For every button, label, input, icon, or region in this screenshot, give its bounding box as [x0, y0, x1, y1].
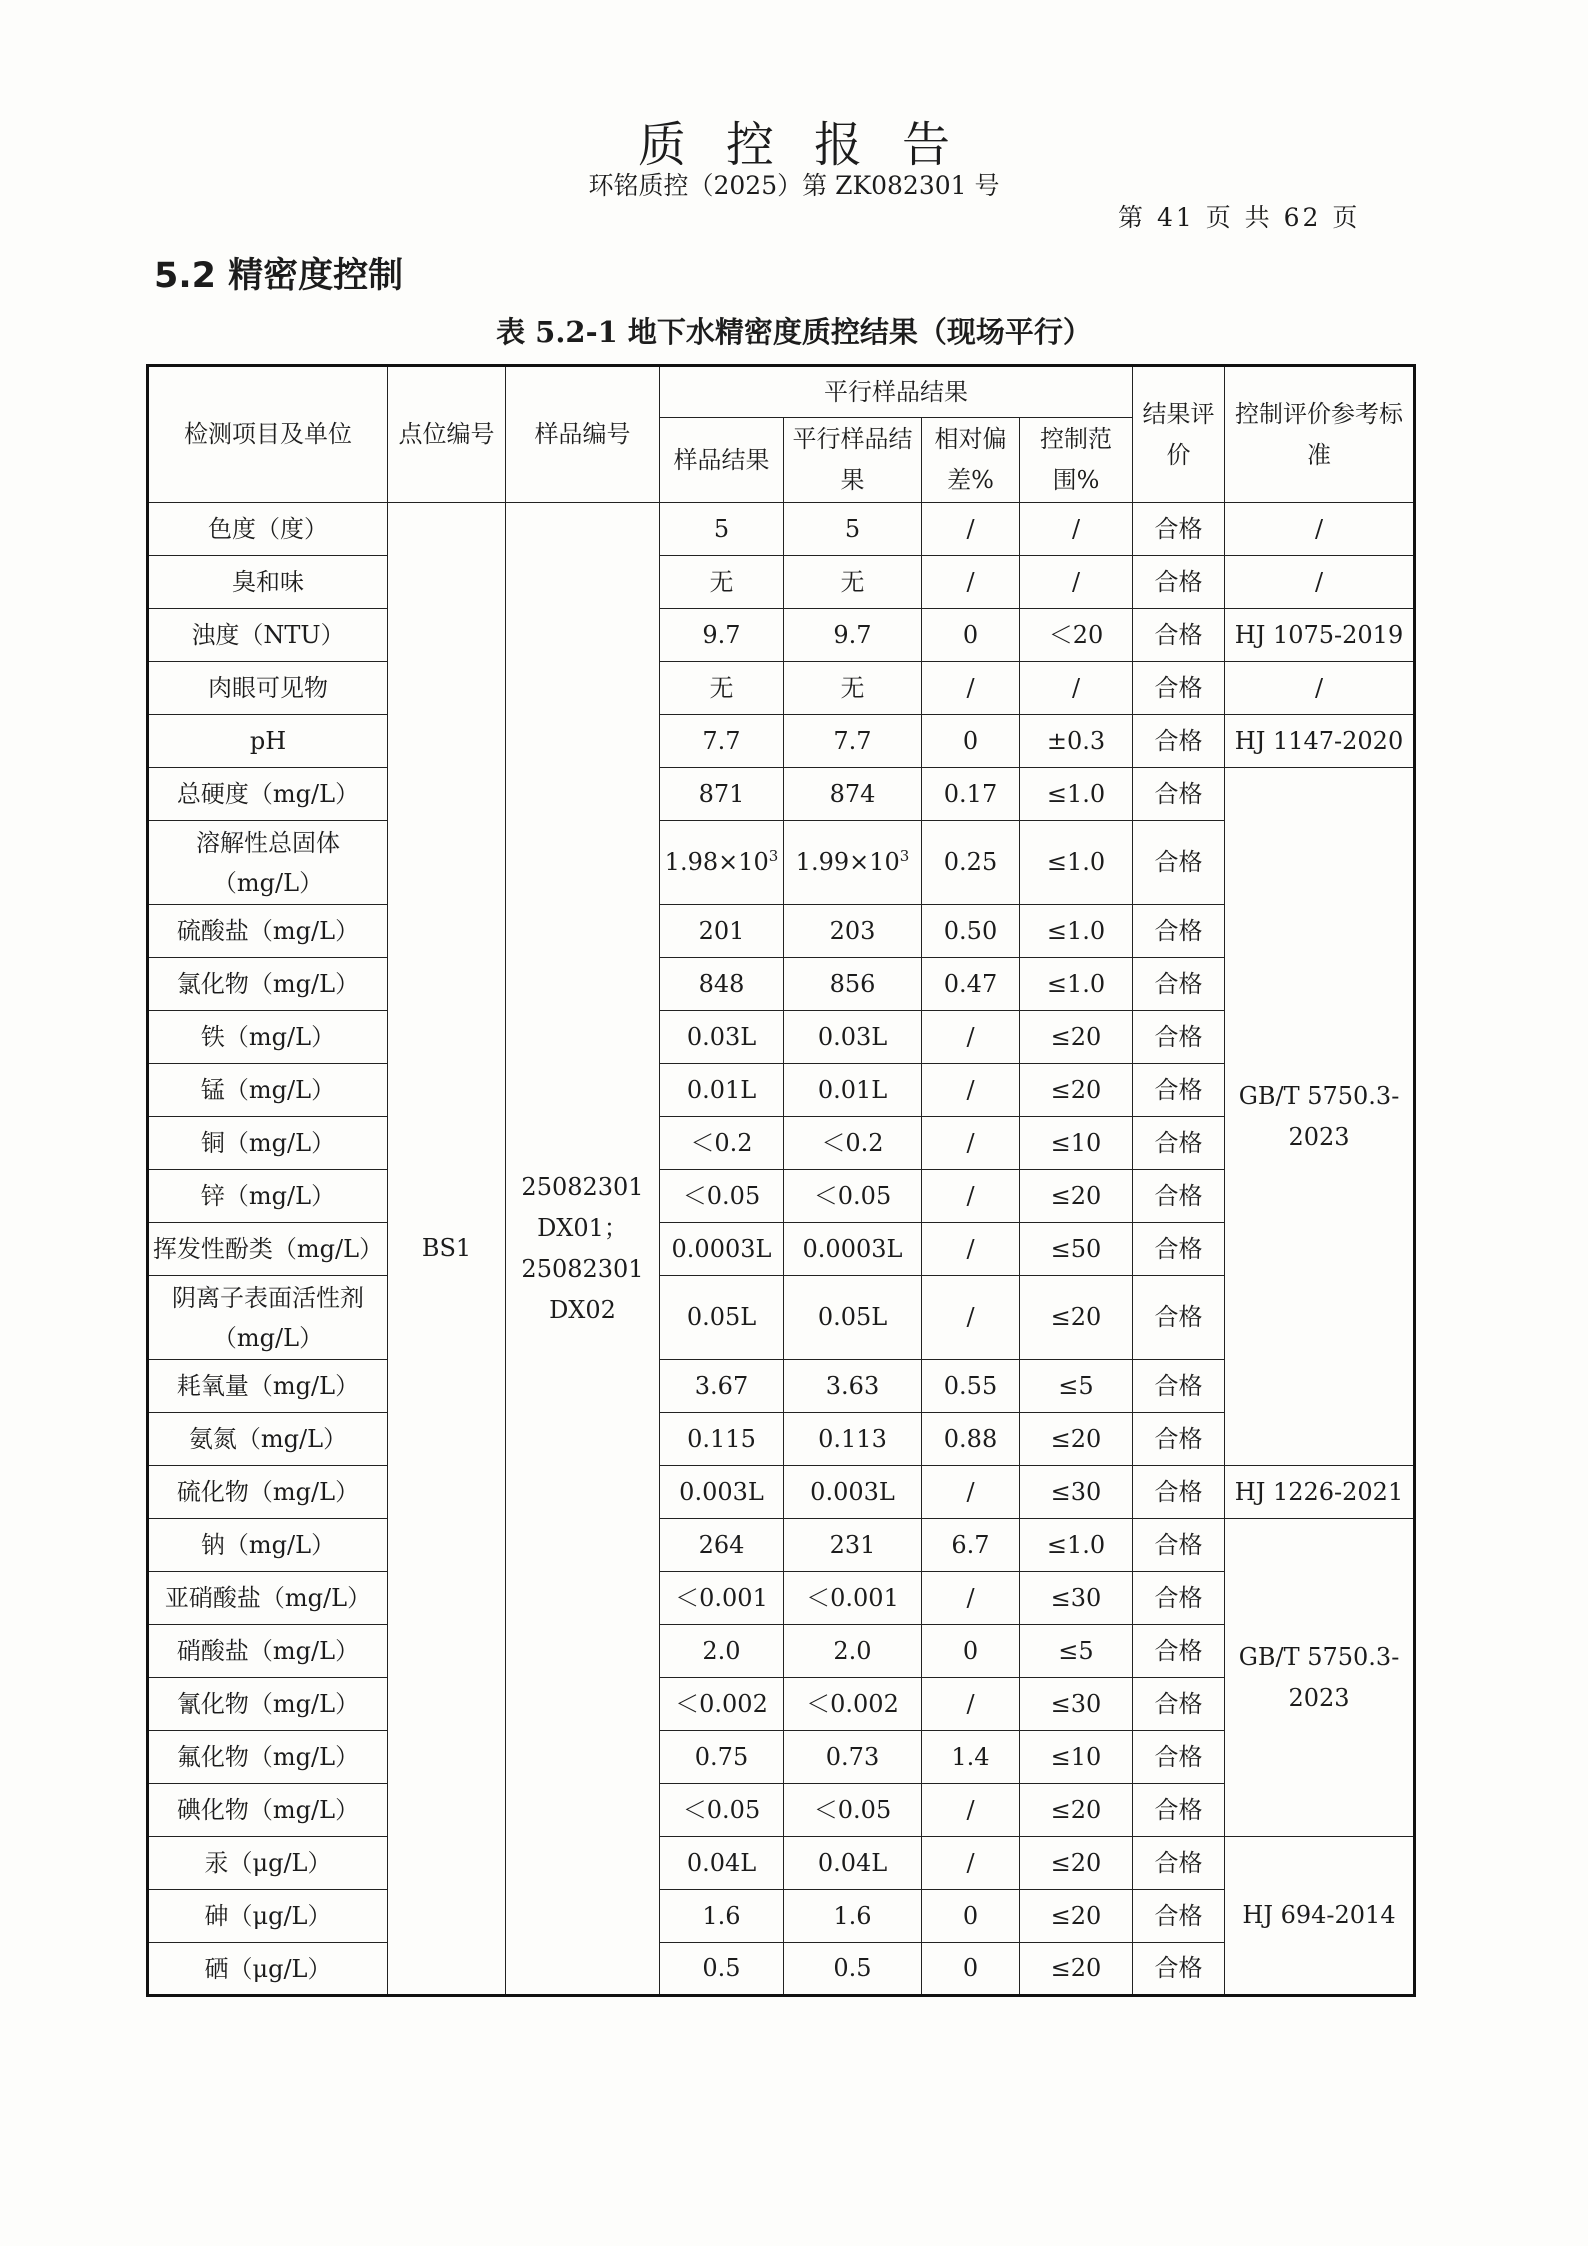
header-item: 检测项目及单位: [148, 366, 388, 503]
table-row: [148, 1413, 1415, 1466]
item-name: 钠（mg/L）: [148, 1519, 388, 1572]
table-row: [148, 958, 1415, 1011]
parallel-result: 874: [784, 768, 922, 821]
evaluation: 合格: [1133, 1223, 1225, 1276]
table-row: [148, 1678, 1415, 1731]
evaluation: 合格: [1133, 768, 1225, 821]
evaluation: 合格: [1133, 1890, 1225, 1943]
item-name: 碘化物（mg/L）: [148, 1784, 388, 1837]
relative-deviation: /: [922, 1678, 1020, 1731]
control-range: ≤20: [1020, 1064, 1133, 1117]
control-range: ≤20: [1020, 1011, 1133, 1064]
item-name: 锌（mg/L）: [148, 1170, 388, 1223]
table-row: [148, 1731, 1415, 1784]
header-sample: 样品编号: [506, 366, 660, 503]
sample-result: 0.01L: [660, 1064, 784, 1117]
control-range: ≤1.0: [1020, 905, 1133, 958]
parallel-result: 0.73: [784, 1731, 922, 1784]
relative-deviation: /: [922, 556, 1020, 609]
item-name: 溶解性总固体（mg/L）: [148, 821, 388, 905]
parallel-result: 0.113: [784, 1413, 922, 1466]
evaluation: 合格: [1133, 1011, 1225, 1064]
relative-deviation: /: [922, 1064, 1020, 1117]
relative-deviation: 0: [922, 1943, 1020, 1996]
sample-result: ＜0.05: [660, 1170, 784, 1223]
sample-result: 1.6: [660, 1890, 784, 1943]
sample-result: ＜0.001: [660, 1572, 784, 1625]
control-range: ±0.3: [1020, 715, 1133, 768]
report-title: 质控报告: [637, 117, 990, 173]
parallel-result: $1.99\times 10^3$: [784, 821, 922, 905]
parallel-result: 0.05L: [784, 1276, 922, 1360]
table-row: [148, 715, 1415, 768]
item-name: 氰化物（mg/L）: [148, 1678, 388, 1731]
evaluation: 合格: [1133, 1784, 1225, 1837]
evaluation: 合格: [1133, 1678, 1225, 1731]
evaluation: 合格: [1133, 958, 1225, 1011]
control-range: ≤1.0: [1020, 958, 1133, 1011]
control-range: ≤30: [1020, 1466, 1133, 1519]
parallel-result: 5: [784, 503, 922, 556]
table-row: [148, 1360, 1415, 1413]
relative-deviation: 0.17: [922, 768, 1020, 821]
control-range: /: [1020, 662, 1133, 715]
relative-deviation: 0.47: [922, 958, 1020, 1011]
header-control-range: 控制范围%: [1020, 418, 1133, 503]
parallel-result: 0.0003L: [784, 1223, 922, 1276]
report-code: 环铭质控（2025）第 ZK082301 号: [588, 171, 1000, 200]
evaluation: 合格: [1133, 1170, 1225, 1223]
table-row: [148, 1890, 1415, 1943]
evaluation: 合格: [1133, 556, 1225, 609]
table-row: [148, 768, 1415, 821]
parallel-result: 无: [784, 556, 922, 609]
parallel-result: 无: [784, 662, 922, 715]
item-name: 臭和味: [148, 556, 388, 609]
sample-result: 7.7: [660, 715, 784, 768]
relative-deviation: /: [922, 1784, 1020, 1837]
table-row: [148, 1011, 1415, 1064]
item-name: 硝酸盐（mg/L）: [148, 1625, 388, 1678]
sample-result: 0.04L: [660, 1837, 784, 1890]
relative-deviation: /: [922, 1572, 1020, 1625]
relative-deviation: /: [922, 662, 1020, 715]
parallel-result: ＜0.002: [784, 1678, 922, 1731]
parallel-result: 0.03L: [784, 1011, 922, 1064]
table-row: [148, 1276, 1415, 1360]
standard: GB/T 5750.3-2023: [1225, 768, 1415, 1466]
control-range: ≤20: [1020, 1276, 1133, 1360]
sample-result: 5: [660, 503, 784, 556]
item-name: 砷（μg/L）: [148, 1890, 388, 1943]
control-range: /: [1020, 503, 1133, 556]
parallel-result: 0.003L: [784, 1466, 922, 1519]
sample-result: 3.67: [660, 1360, 784, 1413]
relative-deviation: 1.4: [922, 1731, 1020, 1784]
evaluation: 合格: [1133, 715, 1225, 768]
standard: /: [1225, 503, 1415, 556]
parallel-result: 9.7: [784, 609, 922, 662]
relative-deviation: 6.7: [922, 1519, 1020, 1572]
sample-result: ＜0.05: [660, 1784, 784, 1837]
control-range: ≤5: [1020, 1625, 1133, 1678]
relative-deviation: /: [922, 1837, 1020, 1890]
header-evaluation: 结果评价: [1133, 366, 1225, 503]
evaluation: 合格: [1133, 1731, 1225, 1784]
relative-deviation: /: [922, 503, 1020, 556]
table-row: [148, 1943, 1415, 1996]
evaluation: 合格: [1133, 1519, 1225, 1572]
evaluation: 合格: [1133, 1466, 1225, 1519]
evaluation: 合格: [1133, 1837, 1225, 1890]
sample-result: 9.7: [660, 609, 784, 662]
precision-table: [146, 364, 1416, 1997]
control-range: ≤20: [1020, 1170, 1133, 1223]
item-name: 总硬度（mg/L）: [148, 768, 388, 821]
header-sample-result: 样品结果: [660, 418, 784, 503]
item-name: 挥发性酚类（mg/L）: [148, 1223, 388, 1276]
sample-result: 2.0: [660, 1625, 784, 1678]
control-range: ≤20: [1020, 1890, 1133, 1943]
control-range: ≤20: [1020, 1784, 1133, 1837]
sample-result: 0.03L: [660, 1011, 784, 1064]
control-range: ≤20: [1020, 1837, 1133, 1890]
item-name: 铜（mg/L）: [148, 1117, 388, 1170]
header-site: 点位编号: [388, 366, 506, 503]
relative-deviation: /: [922, 1170, 1020, 1223]
control-range: ≤5: [1020, 1360, 1133, 1413]
control-range: ≤30: [1020, 1572, 1133, 1625]
item-name: 汞（μg/L）: [148, 1837, 388, 1890]
parallel-result: 231: [784, 1519, 922, 1572]
sample-result: 264: [660, 1519, 784, 1572]
table-row: [148, 1117, 1415, 1170]
sample-result: $1.98\times 10^3$: [660, 821, 784, 905]
parallel-result: 2.0: [784, 1625, 922, 1678]
relative-deviation: 0.88: [922, 1413, 1020, 1466]
item-name: 浊度（NTU）: [148, 609, 388, 662]
item-name: 硫化物（mg/L）: [148, 1466, 388, 1519]
relative-deviation: 0.25: [922, 821, 1020, 905]
table-caption: 表 5.2-1 地下水精密度质控结果（现场平行）: [496, 315, 1092, 349]
page-info: 第 41 页 共 62 页: [1118, 203, 1361, 232]
table-row: [148, 1170, 1415, 1223]
table-row: [148, 609, 1415, 662]
parallel-result: ＜0.05: [784, 1784, 922, 1837]
relative-deviation: /: [922, 1223, 1020, 1276]
standard: /: [1225, 556, 1415, 609]
relative-deviation: /: [922, 1276, 1020, 1360]
item-name: 肉眼可见物: [148, 662, 388, 715]
evaluation: 合格: [1133, 1943, 1225, 1996]
sample-result: 201: [660, 905, 784, 958]
item-name: 阴离子表面活性剂（mg/L）: [148, 1276, 388, 1360]
parallel-result: 0.01L: [784, 1064, 922, 1117]
evaluation: 合格: [1133, 1413, 1225, 1466]
standard: HJ 1075-2019: [1225, 609, 1415, 662]
item-name: pH: [148, 715, 388, 768]
parallel-result: 203: [784, 905, 922, 958]
standard: HJ 1226-2021: [1225, 1466, 1415, 1519]
control-range: ≤1.0: [1020, 1519, 1133, 1572]
item-name: 氟化物（mg/L）: [148, 1731, 388, 1784]
control-range: /: [1020, 556, 1133, 609]
relative-deviation: /: [922, 1466, 1020, 1519]
item-name: 氨氮（mg/L）: [148, 1413, 388, 1466]
sample-result: 0.05L: [660, 1276, 784, 1360]
item-name: 耗氧量（mg/L）: [148, 1360, 388, 1413]
relative-deviation: 0: [922, 715, 1020, 768]
control-range: ≤1.0: [1020, 821, 1133, 905]
relative-deviation: 0.50: [922, 905, 1020, 958]
relative-deviation: /: [922, 1117, 1020, 1170]
table-row: [148, 1519, 1415, 1572]
item-name: 铁（mg/L）: [148, 1011, 388, 1064]
evaluation: 合格: [1133, 1625, 1225, 1678]
parallel-result: 7.7: [784, 715, 922, 768]
item-name: 锰（mg/L）: [148, 1064, 388, 1117]
evaluation: 合格: [1133, 609, 1225, 662]
table-row: [148, 503, 1415, 556]
sample-result: 0.115: [660, 1413, 784, 1466]
sample-result: 848: [660, 958, 784, 1011]
parallel-result: 856: [784, 958, 922, 1011]
parallel-result: ＜0.2: [784, 1117, 922, 1170]
evaluation: 合格: [1133, 1064, 1225, 1117]
control-range: ＜20: [1020, 609, 1133, 662]
control-range: ≤20: [1020, 1943, 1133, 1996]
sample-result: 0.0003L: [660, 1223, 784, 1276]
parallel-result: 0.5: [784, 1943, 922, 1996]
control-range: ≤1.0: [1020, 768, 1133, 821]
sample-result: 0.5: [660, 1943, 784, 1996]
parallel-result: ＜0.001: [784, 1572, 922, 1625]
sample-result: 无: [660, 556, 784, 609]
standard: GB/T 5750.3-2023: [1225, 1519, 1415, 1837]
sample-id: 25082301 DX01；25082301 DX02: [506, 503, 660, 1996]
item-name: 氯化物（mg/L）: [148, 958, 388, 1011]
control-range: ≤50: [1020, 1223, 1133, 1276]
table-row: [148, 1837, 1415, 1890]
sample-result: 无: [660, 662, 784, 715]
sample-result: 0.75: [660, 1731, 784, 1784]
evaluation: 合格: [1133, 1572, 1225, 1625]
evaluation: 合格: [1133, 662, 1225, 715]
table-row: [148, 1223, 1415, 1276]
item-name: 亚硝酸盐（mg/L）: [148, 1572, 388, 1625]
table-row: [148, 1572, 1415, 1625]
relative-deviation: 0: [922, 1625, 1020, 1678]
relative-deviation: 0: [922, 1890, 1020, 1943]
table-row: [148, 662, 1415, 715]
relative-deviation: 0: [922, 609, 1020, 662]
evaluation: 合格: [1133, 1276, 1225, 1360]
table-row: [148, 556, 1415, 609]
header-parallel-result: 平行样品结果: [784, 418, 922, 503]
table-row: [148, 821, 1415, 905]
evaluation: 合格: [1133, 1360, 1225, 1413]
table-row: [148, 1466, 1415, 1519]
parallel-result: 3.63: [784, 1360, 922, 1413]
header-relative-deviation: 相对偏差%: [922, 418, 1020, 503]
standard: HJ 694-2014: [1225, 1837, 1415, 1996]
evaluation: 合格: [1133, 821, 1225, 905]
evaluation: 合格: [1133, 905, 1225, 958]
item-name: 色度（度）: [148, 503, 388, 556]
control-range: ≤30: [1020, 1678, 1133, 1731]
header-standard: 控制评价参考标准: [1225, 366, 1415, 503]
sample-result: 871: [660, 768, 784, 821]
table-row: [148, 1625, 1415, 1678]
parallel-result: 1.6: [784, 1890, 922, 1943]
relative-deviation: /: [922, 1011, 1020, 1064]
control-range: ≤10: [1020, 1731, 1133, 1784]
section-title: 5.2 精密度控制: [154, 256, 404, 296]
table-row: [148, 905, 1415, 958]
site-id: BS1: [388, 503, 506, 1996]
evaluation: 合格: [1133, 1117, 1225, 1170]
sample-result: ＜0.2: [660, 1117, 784, 1170]
standard: HJ 1147-2020: [1225, 715, 1415, 768]
table-row: [148, 1064, 1415, 1117]
item-name: 硫酸盐（mg/L）: [148, 905, 388, 958]
evaluation: 合格: [1133, 503, 1225, 556]
control-range: ≤20: [1020, 1413, 1133, 1466]
sample-result: ＜0.002: [660, 1678, 784, 1731]
relative-deviation: 0.55: [922, 1360, 1020, 1413]
control-range: ≤10: [1020, 1117, 1133, 1170]
parallel-result: 0.04L: [784, 1837, 922, 1890]
item-name: 硒（μg/L）: [148, 1943, 388, 1996]
standard: /: [1225, 662, 1415, 715]
table-row: [148, 1784, 1415, 1837]
parallel-result: ＜0.05: [784, 1170, 922, 1223]
sample-result: 0.003L: [660, 1466, 784, 1519]
header-parallel-group: 平行样品结果: [660, 366, 1133, 418]
